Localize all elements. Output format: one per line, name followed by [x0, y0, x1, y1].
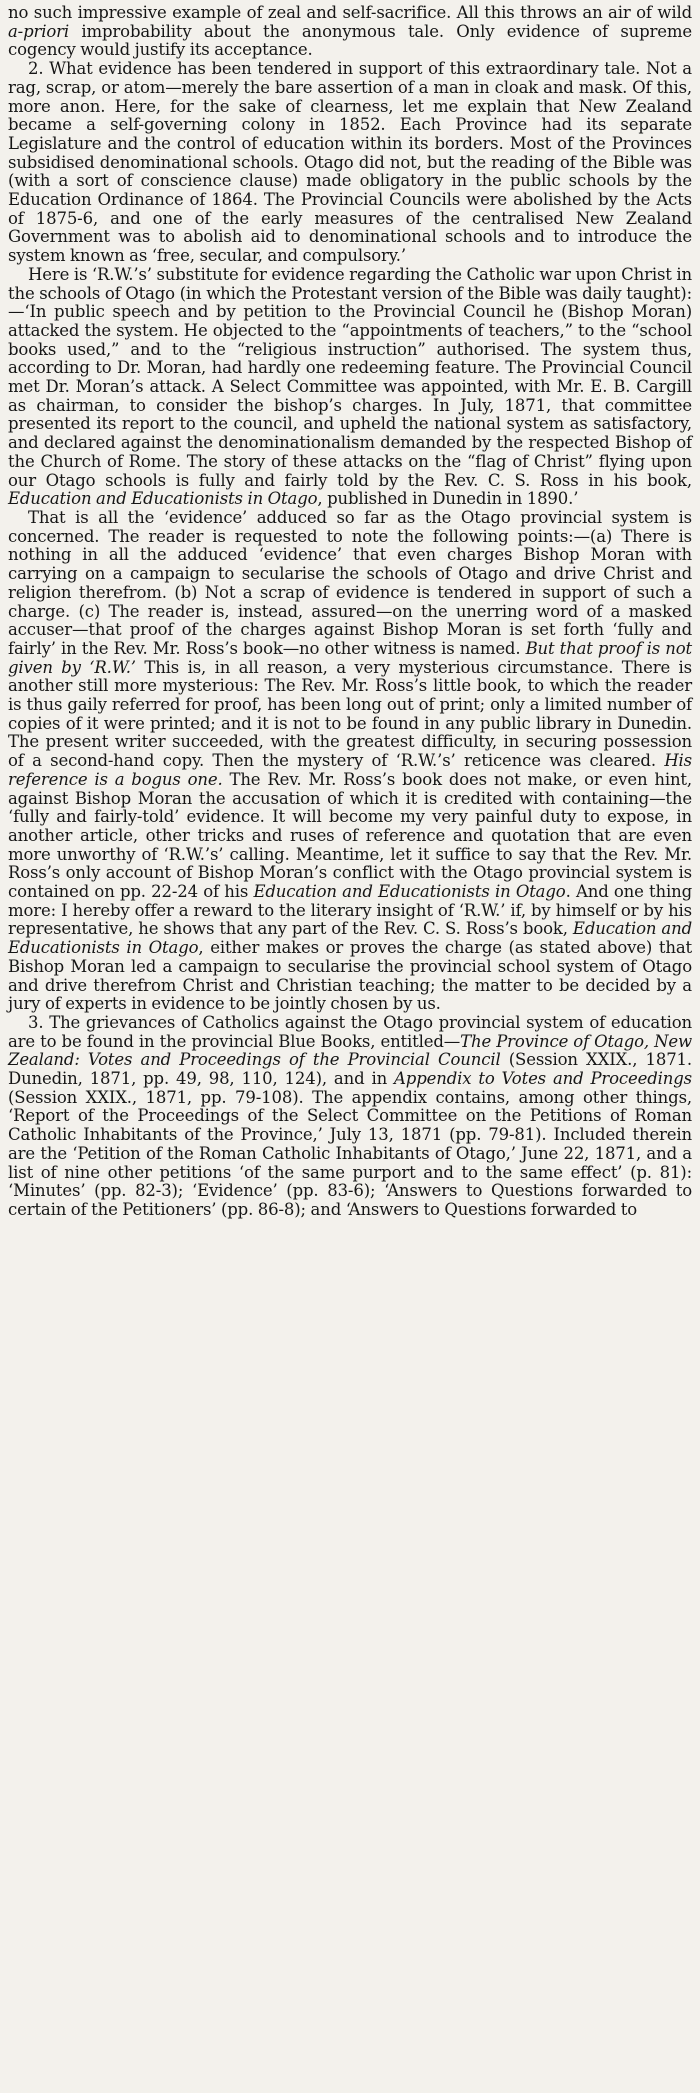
text-run: , either makes or proves the charge (as stated above) that Bishop Moran led a campaign to secularise the provincial school system of Otago and drive therefrom Christ and Christian teaching; the matter to be decided by a jury of experts in evidence to be jointly chosen by us. — [8, 938, 692, 1014]
italic-text-run: Education and Educationists in Otago — [8, 489, 318, 509]
text-run: (Session XXIX., 1871. Dunedin, 1871, pp. 49, 98, 110, 124), and in — [8, 1050, 692, 1089]
italic-text-run: Appendix to Votes and Proceedings — [394, 1069, 693, 1089]
text-run: improbability about the anonymous tale. Only evidence of supreme cogency would justify its acceptance. — [8, 21, 692, 60]
italic-text-run: The Province of Otago, New Zealand: Votes and Proceedings of the Provincial Council — [8, 1031, 693, 1070]
italic-text-run: But that proof is not given by ‘R.W.’ — [8, 638, 692, 677]
paragraph-2 — [8, 60, 692, 266]
text-run: That is all the ‘evidence’ adduced so far as the Otago provincial system is concerned. The reader is requested to note the following points:—(a) There is nothing in all the adduced ‘evidence’ that even charges Bishop Moran with carrying on a campaign to secularise the schools of Otago and drive Christ and religion therefrom. (b) Not a scrap of evidence is tendered in support of such a charge. (c) The reader is, instead, assured—on the unerring word of a masked accuser—that proof of the charges against Bishop Moran is set forth ‘fully and fairly’ in the Rev. Mr. Ross’s book—no other witness is named. — [8, 507, 692, 658]
paragraph-5 — [8, 1014, 692, 1220]
italic-text-run: Education and Educationists in Otago — [8, 919, 692, 958]
text-run: . And one thing more: I hereby offer a reward to the literary insight of ‘R.W.’ if, by himself or by his representative, he shows that any part of the Rev. C. S. Ross’s book, — [8, 882, 692, 939]
text-run: (Session XXIX., 1871, pp. 79-108). The appendix contains, among other things, ‘Report of the Proceedings of the Select Committee on the Petitions of Roman Catholic Inhabitants of the Province,’ July 13, 1871 (pp. 79-81). Included therein are the ‘Petition of the Roman Catholic Inhabitants of Otago,’ June 22, 1871, and a list of nine other petitions ‘of the same purport and to the same effect’ (p. 81): ‘Minutes’ (pp. 82-3); ‘Evidence’ (pp. 83-6); ‘Answers to Questions forwarded to certain of the Petitioners’ (pp. 86-8); and ‘Answers to Questions forwarded to — [8, 1087, 692, 1219]
paragraph-4 — [8, 509, 692, 1014]
text-run: no such impressive example of zeal and self-sacrifice. All this throws an air of wild — [8, 3, 692, 22]
paragraph-1 — [8, 4, 692, 60]
paragraph-3 — [8, 266, 692, 509]
text-run: This is, in all reason, a very mysterious circumstance. There is another still more mysterious: The Rev. Mr. Ross’s little book, to which the reader is thus gaily referred for proof, has been long out of print; only a limited number of copies of it were printed; and it is not to be found in any public library in Dunedin. The present writer succeeded, with the greatest difficulty, in securing possession of a second-hand copy. Then the mystery of ‘R.W.’s’ reticence was cleared. — [8, 657, 692, 771]
italic-text-run: His reference is a bogus one. — [8, 751, 692, 789]
text-run: Here is ‘R.W.’s’ substitute for evidence regarding the Catholic war upon Christ in the schools of Otago (in which the Protestant version of the Bible was daily taught):—‘In public speech and by petition to the Provincial Council he (Bishop Moran) attacked the system. He objected to the “appointments of teachers,” to the “school books used,” and to the “religious instruction” authorised. The system thus, according to Dr. Moran, had hardly one redeeming feature. The Provincial Council met Dr. Moran’s attack. A Select Committee was appointed, with Mr. E. B. Cargill as chairman, to consider the bishop’s charges. In July, 1871, that committee presented its report to the council, and upheld the national system as satisfactory, and declared against the denominationalism demanded by the respected Bishop of the Church of Rome. The story of these attacks on the “flag of Christ” flying upon our Otago schools is fully and fairly told by the Rev. C. S. Ross in his book, — [8, 264, 692, 490]
text-run: , published in Dunedin in 1890.’ — [317, 489, 579, 509]
italic-text-run: Education and Educationists in Otago — [253, 882, 566, 902]
text-run: The Rev. Mr. Ross’s book does not make, or even hint, against Bishop Moran the accusation of which it is credited with containing—the ‘fully and fairly-told’ evidence. It will become my very painful duty to expose, in another article, other tricks and ruses of reference and quotation that are even more unworthy of ‘R.W.’s’ calling. Meantime, let it suffice to say that the Rev. Mr. Ross’s only account of Bishop Moran’s conflict with the Otago provincial system is contained on pp. 22-24 of his — [8, 769, 692, 902]
italic-text-run: a-priori — [8, 21, 70, 41]
text-run: 2. What evidence has been tendered in support of this extraordinary tale. Not a rag, scrap, or atom—merely the bare assertion of a man in cloak and mask. Of this, more anon. Here, for the sake of clearness, let me explain that New Zealand became a self-governing colony in 1852. Each Province had its separate Legislature and the control of education within its borders. Most of the Provinces subsidised denominational schools. Otago did not, but the reading of the Bible was (with a sort of conscience clause) made obligatory in the public schools by the Education Ordinance of 1864. The Provincial Councils were abolished by the Acts of 1875-6, and one of the early measures of the centralised New Zealand Government was to abolish aid to denominational schools and to introduce the system known as ‘free, secular, and compulsory.’ — [8, 59, 692, 266]
text-run: 3. The grievances of Catholics against the Otago provincial system of education are to be found in the provincial Blue Books, entitled— — [8, 1012, 692, 1051]
